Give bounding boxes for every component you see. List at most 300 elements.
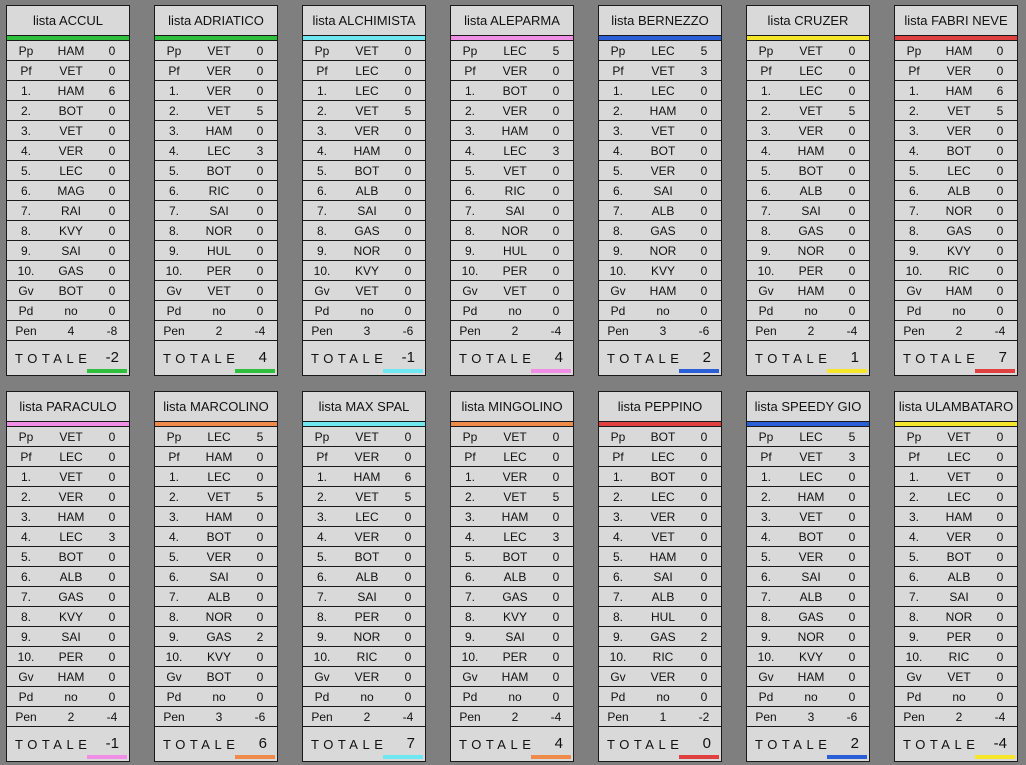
row-label: Pen xyxy=(459,324,481,338)
total-row xyxy=(303,727,425,761)
row-points: 0 xyxy=(552,244,560,258)
team-name: lista CRUZER xyxy=(747,6,869,36)
row-points: 0 xyxy=(848,470,856,484)
row-points: 0 xyxy=(700,610,708,624)
row-points: 0 xyxy=(848,550,856,564)
score-row xyxy=(155,221,277,241)
total-color-bar xyxy=(235,755,275,759)
row-label: 3. xyxy=(908,124,919,138)
row-label: Pen xyxy=(903,324,925,338)
driver-code: BOT xyxy=(946,550,972,564)
row-points: 0 xyxy=(848,570,856,584)
row-label: 3. xyxy=(464,510,475,524)
score-row xyxy=(599,141,721,161)
score-row xyxy=(747,41,869,61)
driver-code: HAM xyxy=(797,284,825,298)
row-label: 4. xyxy=(316,144,327,158)
score-row xyxy=(451,607,573,627)
driver-code: VET xyxy=(503,284,527,298)
row-label: Pf xyxy=(464,450,476,464)
row-label: 5. xyxy=(20,550,31,564)
row-points: 0 xyxy=(848,690,856,704)
total-row xyxy=(7,727,129,761)
team-name: lista ALEPARMA xyxy=(451,6,573,36)
driver-code: VET xyxy=(799,44,823,58)
row-label: 3. xyxy=(464,124,475,138)
row-points: 5 xyxy=(552,490,560,504)
row-label: Pen xyxy=(311,324,333,338)
row-points: 0 xyxy=(996,510,1004,524)
total-label: TOTALE xyxy=(607,351,684,366)
driver-code: BOT xyxy=(502,550,528,564)
row-label: 10. xyxy=(165,264,183,278)
total-color-bar xyxy=(531,369,571,373)
score-row xyxy=(155,627,277,647)
row-points: 2 xyxy=(256,630,264,644)
row-label: 1. xyxy=(20,84,31,98)
driver-code: VET xyxy=(207,44,231,58)
row-points: 0 xyxy=(256,450,264,464)
total-value: 0 xyxy=(702,735,711,752)
row-label: Pp xyxy=(758,44,774,58)
row-points: 0 xyxy=(996,304,1004,318)
score-row xyxy=(451,707,573,727)
row-label: 3. xyxy=(316,124,327,138)
score-row xyxy=(895,547,1017,567)
row-points: 5 xyxy=(404,104,412,118)
score-row xyxy=(451,487,573,507)
driver-code: VET xyxy=(355,104,379,118)
row-points: 0 xyxy=(848,530,856,544)
driver-code: HUL xyxy=(502,244,527,258)
row-points: 0 xyxy=(108,244,116,258)
driver-code: PER xyxy=(354,610,380,624)
row-label: 1. xyxy=(464,84,475,98)
driver-code: no xyxy=(360,304,374,318)
driver-code: HUL xyxy=(206,244,231,258)
score-row xyxy=(303,81,425,101)
team-name: lista BERNEZZO xyxy=(599,6,721,36)
row-points: 0 xyxy=(404,530,412,544)
team-name: lista MARCOLINO xyxy=(155,392,277,422)
score-row xyxy=(895,447,1017,467)
score-row xyxy=(747,261,869,281)
score-row xyxy=(155,467,277,487)
row-points: 0 xyxy=(108,690,116,704)
score-row xyxy=(747,467,869,487)
row-label: 1. xyxy=(908,470,919,484)
driver-code: BOT xyxy=(650,430,676,444)
row-label: Pf xyxy=(612,64,624,78)
driver-code: BOT xyxy=(946,144,972,158)
score-row xyxy=(7,687,129,707)
total-label: TOTALE xyxy=(903,737,980,752)
row-points: 3 xyxy=(552,530,560,544)
row-label: 7. xyxy=(760,590,771,604)
score-row xyxy=(155,261,277,281)
driver-code: LEC xyxy=(59,450,83,464)
score-row xyxy=(451,447,573,467)
row-label: 6. xyxy=(168,570,179,584)
score-row xyxy=(7,607,129,627)
score-row xyxy=(155,427,277,447)
row-points: 0 xyxy=(256,610,264,624)
score-row xyxy=(303,281,425,301)
driver-code: HAM xyxy=(797,144,825,158)
score-row xyxy=(747,527,869,547)
driver-code: 2 xyxy=(363,710,371,724)
row-label: 6. xyxy=(760,184,771,198)
row-points: 0 xyxy=(848,490,856,504)
row-points: 0 xyxy=(404,690,412,704)
total-value: 2 xyxy=(850,735,859,752)
row-points: 0 xyxy=(552,570,560,584)
driver-code: ALB xyxy=(355,184,379,198)
score-row xyxy=(747,447,869,467)
driver-code: BOT xyxy=(206,530,232,544)
driver-code: GAS xyxy=(798,224,824,238)
score-row xyxy=(451,647,573,667)
row-points: 0 xyxy=(848,204,856,218)
row-points: 0 xyxy=(700,470,708,484)
row-label: 10. xyxy=(757,650,775,664)
driver-code: 2 xyxy=(955,710,963,724)
row-points: 5 xyxy=(404,490,412,504)
row-label: 9. xyxy=(316,244,327,258)
driver-code: HAM xyxy=(205,450,233,464)
driver-code: HAM xyxy=(205,124,233,138)
row-points: -4 xyxy=(994,324,1006,338)
score-row xyxy=(303,301,425,321)
driver-code: PER xyxy=(58,650,84,664)
driver-code: HUL xyxy=(650,610,675,624)
team-name: lista PARACULO xyxy=(7,392,129,422)
driver-code: RIC xyxy=(208,184,230,198)
row-label: 2. xyxy=(464,104,475,118)
driver-code: VET xyxy=(651,64,675,78)
row-label: 6. xyxy=(908,184,919,198)
total-row xyxy=(599,727,721,761)
score-row xyxy=(303,161,425,181)
row-points: 0 xyxy=(700,490,708,504)
driver-code: LEC xyxy=(59,164,83,178)
row-label: 7. xyxy=(20,590,31,604)
driver-code: VER xyxy=(354,530,380,544)
row-label: Pd xyxy=(166,304,182,318)
driver-code: GAS xyxy=(58,264,84,278)
row-label: Pf xyxy=(908,450,920,464)
score-row xyxy=(895,181,1017,201)
driver-code: KVY xyxy=(502,610,527,624)
row-label: 8. xyxy=(20,610,31,624)
score-row xyxy=(895,647,1017,667)
row-points: 0 xyxy=(552,430,560,444)
score-row xyxy=(747,81,869,101)
row-points: -4 xyxy=(254,324,266,338)
row-label: 3. xyxy=(612,124,623,138)
row-label: 5. xyxy=(316,550,327,564)
score-row xyxy=(451,181,573,201)
total-color-bar xyxy=(383,369,423,373)
score-row xyxy=(599,547,721,567)
row-label: Pd xyxy=(462,690,478,704)
score-row xyxy=(747,627,869,647)
row-points: 0 xyxy=(108,304,116,318)
row-points: 0 xyxy=(404,44,412,58)
row-points: 0 xyxy=(552,204,560,218)
total-label: TOTALE xyxy=(459,737,536,752)
total-color-bar xyxy=(679,755,719,759)
row-points: 0 xyxy=(848,650,856,664)
row-label: Pp xyxy=(906,430,922,444)
driver-code: MAG xyxy=(57,184,85,198)
row-label: Pen xyxy=(459,710,481,724)
driver-code: LEC xyxy=(651,84,675,98)
score-row xyxy=(895,221,1017,241)
row-label: 9. xyxy=(908,244,919,258)
score-row xyxy=(155,647,277,667)
driver-code: VET xyxy=(947,104,971,118)
row-points: 0 xyxy=(108,430,116,444)
score-row xyxy=(303,241,425,261)
row-points: 5 xyxy=(552,44,560,58)
row-label: Pen xyxy=(755,324,777,338)
row-label: Pf xyxy=(760,450,772,464)
score-row xyxy=(155,507,277,527)
row-points: 0 xyxy=(108,164,116,178)
score-row xyxy=(451,507,573,527)
driver-code: VET xyxy=(947,430,971,444)
row-points: 0 xyxy=(404,244,412,258)
score-row xyxy=(895,121,1017,141)
row-label: Pen xyxy=(755,710,777,724)
row-label: 10. xyxy=(313,264,331,278)
driver-code: LEC xyxy=(355,510,379,524)
driver-code: VET xyxy=(651,124,675,138)
score-row xyxy=(7,527,129,547)
row-label: 4. xyxy=(20,144,31,158)
row-points: 3 xyxy=(552,144,560,158)
row-label: Pf xyxy=(316,450,328,464)
driver-code: VET xyxy=(503,164,527,178)
score-row xyxy=(7,241,129,261)
driver-code: no xyxy=(508,690,522,704)
row-label: 1. xyxy=(168,470,179,484)
row-points: 0 xyxy=(848,284,856,298)
score-row xyxy=(451,241,573,261)
row-label: 2. xyxy=(316,104,327,118)
row-label: Pen xyxy=(15,324,37,338)
row-points: 0 xyxy=(552,610,560,624)
driver-code: VER xyxy=(354,450,380,464)
row-label: Pp xyxy=(758,430,774,444)
row-points: 0 xyxy=(404,64,412,78)
row-points: 5 xyxy=(700,44,708,58)
total-label: TOTALE xyxy=(15,351,92,366)
row-label: 5. xyxy=(316,164,327,178)
row-points: 0 xyxy=(552,550,560,564)
row-points: 0 xyxy=(108,144,116,158)
row-points: 0 xyxy=(552,650,560,664)
driver-code: SAI xyxy=(209,570,229,584)
score-row xyxy=(451,667,573,687)
team-card xyxy=(6,5,130,376)
row-points: 0 xyxy=(996,470,1004,484)
driver-code: BOT xyxy=(58,284,84,298)
score-row xyxy=(7,61,129,81)
score-row xyxy=(599,281,721,301)
score-row xyxy=(451,467,573,487)
score-row xyxy=(451,121,573,141)
row-points: 0 xyxy=(700,550,708,564)
driver-code: ALB xyxy=(651,590,675,604)
row-points: 3 xyxy=(700,64,708,78)
row-label: Pen xyxy=(15,710,37,724)
total-value: 2 xyxy=(702,349,711,366)
driver-code: VER xyxy=(206,550,232,564)
row-points: 5 xyxy=(848,104,856,118)
row-label: Gv xyxy=(758,284,774,298)
score-row xyxy=(7,707,129,727)
row-points: 0 xyxy=(552,670,560,684)
row-points: -6 xyxy=(846,710,858,724)
driver-code: VER xyxy=(502,470,528,484)
score-row xyxy=(895,567,1017,587)
team-card xyxy=(302,5,426,376)
score-row xyxy=(599,527,721,547)
row-points: 0 xyxy=(256,670,264,684)
row-label: 8. xyxy=(316,610,327,624)
score-row xyxy=(155,301,277,321)
row-points: 0 xyxy=(256,164,264,178)
row-points: 0 xyxy=(256,470,264,484)
driver-code: VER xyxy=(946,124,972,138)
driver-code: VET xyxy=(799,104,823,118)
score-row xyxy=(599,301,721,321)
row-points: 0 xyxy=(256,124,264,138)
driver-code: KVY xyxy=(354,264,379,278)
row-points: 0 xyxy=(700,184,708,198)
row-points: 0 xyxy=(700,264,708,278)
score-row xyxy=(451,141,573,161)
driver-code: VER xyxy=(354,670,380,684)
driver-code: LEC xyxy=(947,164,971,178)
total-label: TOTALE xyxy=(755,351,832,366)
row-label: 7. xyxy=(168,204,179,218)
driver-code: HAM xyxy=(945,510,973,524)
row-points: 0 xyxy=(108,490,116,504)
total-label: TOTALE xyxy=(459,351,536,366)
driver-code: VET xyxy=(355,490,379,504)
score-row xyxy=(599,707,721,727)
row-points: -4 xyxy=(550,710,562,724)
score-row xyxy=(7,321,129,341)
driver-code: ALB xyxy=(355,570,379,584)
row-label: 7. xyxy=(908,204,919,218)
driver-code: SAI xyxy=(61,244,81,258)
row-points: 5 xyxy=(256,430,264,444)
score-row xyxy=(599,101,721,121)
score-row xyxy=(7,181,129,201)
score-row xyxy=(451,321,573,341)
score-row xyxy=(451,427,573,447)
score-row xyxy=(451,567,573,587)
score-row xyxy=(155,281,277,301)
score-row xyxy=(303,507,425,527)
team-name: lista ACCUL xyxy=(7,6,129,36)
row-points: 0 xyxy=(404,184,412,198)
score-row xyxy=(7,161,129,181)
row-label: Gv xyxy=(610,670,626,684)
row-points: 0 xyxy=(996,430,1004,444)
driver-code: BOT xyxy=(650,144,676,158)
row-label: 7. xyxy=(464,590,475,604)
driver-code: HAM xyxy=(945,84,973,98)
row-points: 0 xyxy=(256,510,264,524)
row-label: 8. xyxy=(612,610,623,624)
row-label: 1. xyxy=(316,84,327,98)
score-row xyxy=(155,567,277,587)
driver-code: SAI xyxy=(653,570,673,584)
score-row xyxy=(747,301,869,321)
score-row xyxy=(7,487,129,507)
row-label: 9. xyxy=(612,630,623,644)
driver-code: NOR xyxy=(353,630,381,644)
row-label: Pp xyxy=(462,44,478,58)
row-points: 0 xyxy=(996,264,1004,278)
driver-code: LEC xyxy=(503,144,527,158)
row-points: 0 xyxy=(552,690,560,704)
driver-code: VER xyxy=(58,144,84,158)
total-color-bar xyxy=(975,755,1015,759)
score-row xyxy=(303,447,425,467)
score-row xyxy=(599,261,721,281)
score-row xyxy=(155,447,277,467)
row-label: 7. xyxy=(612,590,623,604)
row-points: 0 xyxy=(700,430,708,444)
row-label: 4. xyxy=(316,530,327,544)
row-label: Pd xyxy=(314,690,330,704)
row-label: Pd xyxy=(906,304,922,318)
score-row xyxy=(895,667,1017,687)
row-label: Gv xyxy=(758,670,774,684)
score-row xyxy=(599,161,721,181)
driver-code: 2 xyxy=(67,710,75,724)
row-label: 2. xyxy=(20,104,31,118)
score-row xyxy=(599,607,721,627)
row-label: 4. xyxy=(20,530,31,544)
score-row xyxy=(7,647,129,667)
row-label: 1. xyxy=(760,84,771,98)
driver-code: no xyxy=(952,690,966,704)
row-points: 0 xyxy=(108,570,116,584)
driver-code: PER xyxy=(502,650,528,664)
row-label: Gv xyxy=(610,284,626,298)
row-points: 0 xyxy=(404,224,412,238)
score-row xyxy=(599,447,721,467)
row-points: 0 xyxy=(700,590,708,604)
row-points: 0 xyxy=(404,144,412,158)
row-points: 0 xyxy=(404,590,412,604)
row-points: 2 xyxy=(700,630,708,644)
score-row xyxy=(599,61,721,81)
score-row xyxy=(303,527,425,547)
row-label: Pf xyxy=(20,450,32,464)
driver-code: VER xyxy=(502,64,528,78)
row-label: Pp xyxy=(610,430,626,444)
row-label: Gv xyxy=(462,670,478,684)
score-row xyxy=(599,181,721,201)
